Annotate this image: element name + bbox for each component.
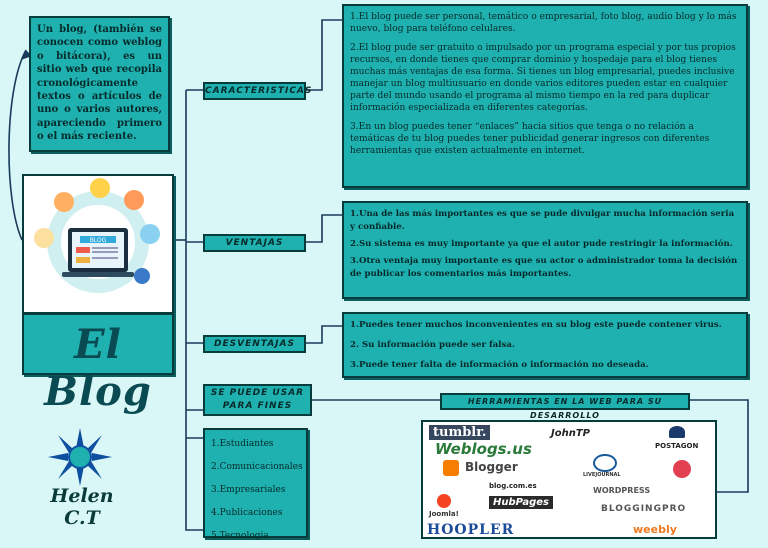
ventajas-box <box>342 201 748 299</box>
branch-fines-line2: PARA FINES <box>222 401 293 411</box>
ventaja-item: 2.Su sistema es muy importante ya que el autor pude restringir la información. <box>350 239 733 249</box>
tumblr-logo: tumblr. <box>429 425 490 440</box>
desventaja-item: 2. Su información puede ser falsa. <box>350 340 515 350</box>
livejournal-icon <box>593 454 617 472</box>
chat-icon <box>140 224 160 244</box>
caracteristica-item: 2.El blog pude ser gratuito o impulsado por un programa especial y por tus propios recursos, en donde tienes que comprar dominio y hospedaje para el blog tienes muchas más ventajas de esa forma. Si tienes un blog empresarial, puedes inclusive manejar un blog multiusuario en donde varios editores pueden estar en cualquier parte del mundo usando el programa al mismo tiempo en la red para duplicar información especializada en diferentes categorías. <box>350 43 736 113</box>
caracteristica-item: 1.El blog puede ser personal, temático o empresarial, foto blog, audio blog y lo más nuevo, blog para teléfono celulares. <box>350 12 737 34</box>
joomla-logo: Joomla! <box>429 510 459 518</box>
fines-item: 4.Publicaciones <box>211 508 283 518</box>
hubpages-logo: HubPages <box>489 496 553 509</box>
lightbulb-icon <box>90 178 110 198</box>
livejournal-logo: LIVEJOURNAL <box>583 472 621 478</box>
desventaja-item: 1.Puedes tener muchos inconvenientes en su blog este puede contener virus. <box>350 320 722 330</box>
postagon-bird-icon <box>669 426 685 438</box>
branch-caracteristicas: CARACTERISTICAS <box>203 82 306 100</box>
ventaja-item: 1.Una de las más importantes es que se pude divulgar mucha información seria y confiable. <box>350 209 735 232</box>
fines-item: 2.Comunicacionales <box>211 462 303 472</box>
sun-logo-icon <box>48 428 112 486</box>
caracteristicas-box <box>342 4 748 188</box>
caracteristica-item: 3.En un blog puedes tener “enlaces” hacia sitios que tenga o no relación a temáticas de tu blog puedes tener publicidad generar ingresos con diferentes herramientas que existen actualmente en internet. <box>350 122 710 156</box>
main-title: El Blog <box>44 321 152 415</box>
ventaja-item: 3.Otra ventaja muy importante es que su actor o administrador toma la decisión de publicar los comentarios más importantes. <box>350 256 738 279</box>
wordpress-logo: WORDPRESS <box>593 486 651 495</box>
intro-definition-box <box>29 16 170 152</box>
main-title-box <box>22 313 174 415</box>
laptop-icon <box>62 228 134 277</box>
johntp-logo: JohnTP <box>551 428 590 439</box>
fines-item: 5.Tecnologia <box>211 531 269 541</box>
blog-illustration <box>22 174 174 314</box>
postagon-logo: POSTAGON <box>655 442 699 450</box>
desventaja-item: 3.Puede tener falta de información o información no deseada. <box>350 360 649 370</box>
weblogs-logo: Weblogs.us <box>435 440 532 458</box>
branch-ventajas: VENTAJAS <box>203 234 306 252</box>
desventajas-box <box>342 312 748 378</box>
hoopler-logo: HOOPLER <box>427 522 515 538</box>
branch-fines <box>203 384 312 416</box>
blogcom-logo: blog.com.es <box>489 482 537 490</box>
fines-list-box <box>203 428 308 541</box>
author-signature: Helen C.T <box>50 485 114 529</box>
share-icon <box>124 190 144 210</box>
blogger-icon <box>443 460 459 476</box>
red-bird-icon <box>673 460 691 478</box>
joomla-icon <box>437 494 451 508</box>
cursor-icon <box>134 268 150 284</box>
blog-screen-label: BLOG <box>89 237 107 244</box>
bloggingpro-logo: BLOGGINGPRO <box>601 504 687 514</box>
herramientas-logos-box <box>421 420 717 539</box>
blogger-logo: Blogger <box>465 460 518 474</box>
photo-icon <box>34 228 54 248</box>
fines-item: 1.Estudiantes <box>211 439 274 449</box>
branch-fines-line1: SE PUEDE USAR <box>210 388 305 398</box>
branch-desventajas: DESVENTAJAS <box>203 335 306 353</box>
message-icon <box>54 192 74 212</box>
intro-text: Un blog, (también se conocen como weblog o bitácora), es un sitio web que recopila cronológicamente textos o artículos de uno o varios autores, apareciendo primero o el más reciente. <box>37 24 162 143</box>
branch-herramientas: HERRAMIENTAS EN LA WEB PARA SU DESARROLLO <box>440 393 690 410</box>
weebly-logo: weebly <box>633 523 677 536</box>
fines-item: 3.Empresariales <box>211 485 286 495</box>
